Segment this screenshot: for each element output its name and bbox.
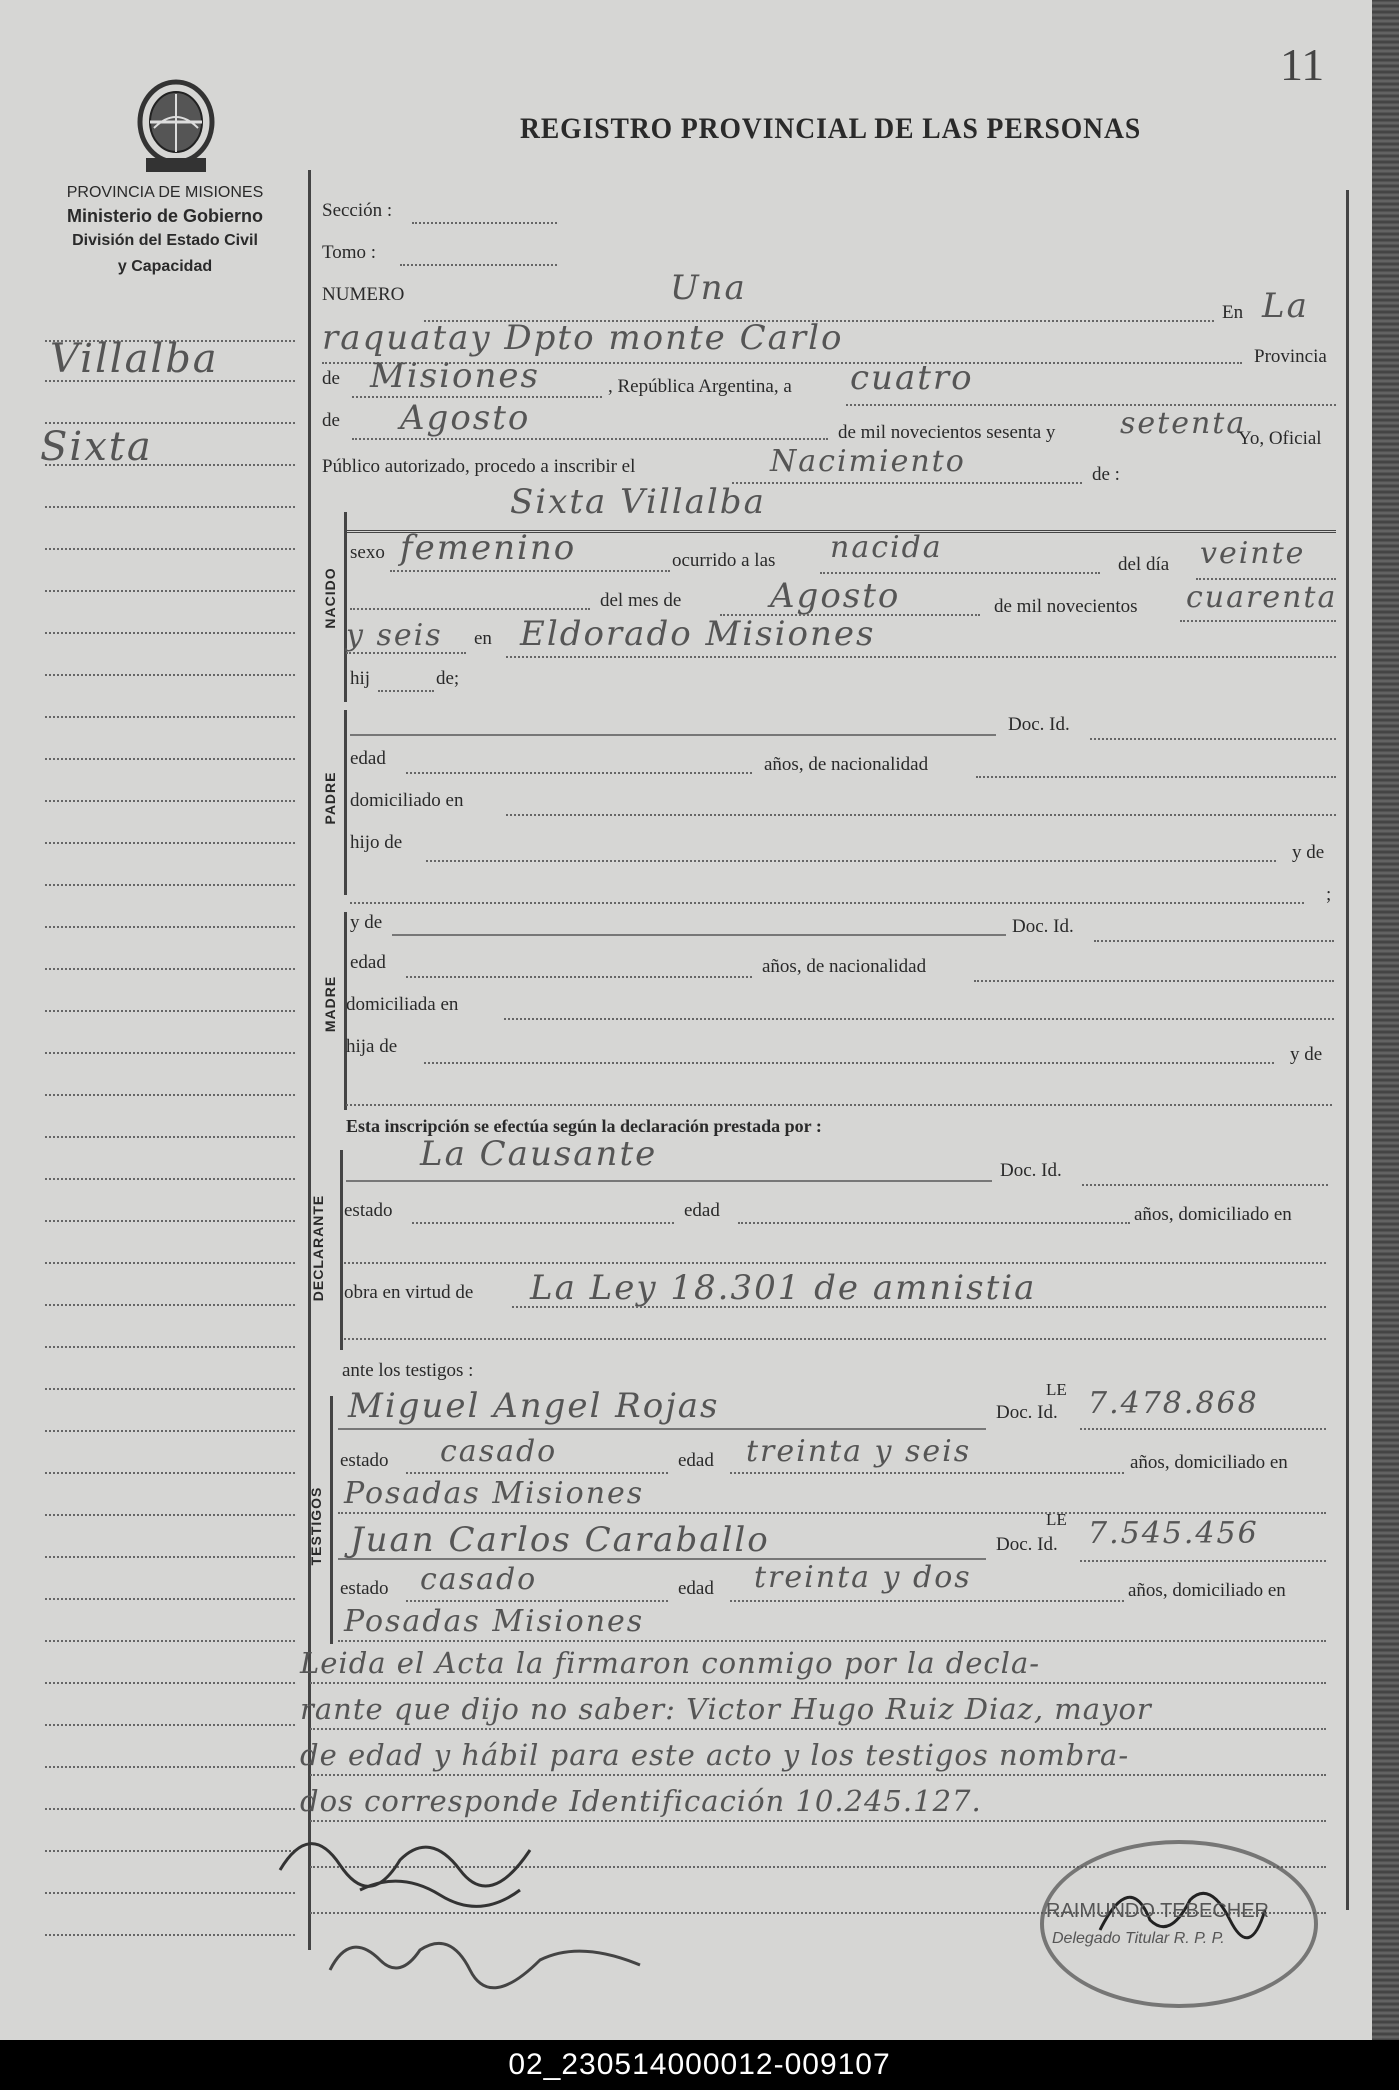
de-colon-label: de : bbox=[1092, 464, 1120, 485]
testigo1-doc-line bbox=[1080, 1428, 1326, 1430]
testigo2-doc-prefix: LE bbox=[1046, 1510, 1067, 1529]
testigo1-edad-label: edad bbox=[678, 1450, 714, 1471]
header-ministry: Ministerio de Gobierno bbox=[66, 206, 263, 226]
padre-extra-line bbox=[350, 902, 1304, 904]
obra-extra-line bbox=[344, 1338, 1326, 1340]
nacido-bracket bbox=[344, 512, 347, 702]
padre-edad-line bbox=[406, 772, 752, 774]
closing-rule-2 bbox=[310, 1728, 1326, 1730]
obra-value: La Ley 18.301 de amnistia bbox=[530, 1268, 1037, 1308]
blank-line bbox=[350, 608, 590, 610]
madre-extra-line bbox=[346, 1104, 1332, 1106]
declarante-name-line bbox=[346, 1180, 992, 1182]
testigo1-estado-label: estado bbox=[340, 1450, 389, 1471]
de-label: de bbox=[322, 368, 340, 389]
declarante-doc-label: Doc. Id. bbox=[1000, 1160, 1062, 1181]
testigo2-edad-label: edad bbox=[678, 1578, 714, 1599]
header-province: PROVINCIA DE MISIONES bbox=[66, 184, 264, 201]
testigo1-doc-label: Doc. Id. bbox=[996, 1402, 1058, 1423]
acto-value: Nacimiento bbox=[770, 444, 966, 479]
testigo2-estado: casado bbox=[420, 1562, 538, 1597]
testigo2-domic: Posadas Misiones bbox=[344, 1604, 645, 1639]
tomo-line bbox=[400, 264, 557, 266]
testigo2-domic-line bbox=[338, 1640, 1326, 1642]
scan-id-footer: 02_230514000012-009107 bbox=[0, 2040, 1399, 2090]
testigo1-estado: casado bbox=[440, 1434, 558, 1469]
padre-doc-line bbox=[1090, 738, 1336, 740]
signature-scribble-2 bbox=[320, 1920, 660, 2000]
hij-label: hij bbox=[350, 668, 371, 689]
closing-line-2: rante que dijo no saber: Victor Hugo Ruiz Diaz, mayor bbox=[300, 1692, 1152, 1726]
header-capacidad: y Capacidad bbox=[117, 258, 213, 275]
madre-nac-label: años, de nacionalidad bbox=[762, 956, 927, 977]
hora-line bbox=[820, 572, 1100, 574]
margin-surname: Villalba bbox=[50, 336, 219, 382]
locality-value: raquatay Dpto monte Carlo bbox=[322, 318, 844, 358]
del-dia-label: del día bbox=[1118, 554, 1170, 575]
testigo2-doc: 7.545.456 bbox=[1088, 1516, 1259, 1551]
obra-line bbox=[512, 1306, 1326, 1308]
declarante-estado-line bbox=[412, 1222, 674, 1224]
nacido-section-label: NACIDO bbox=[322, 567, 338, 629]
closing-rule-1 bbox=[310, 1682, 1326, 1684]
madre-domic-line bbox=[504, 1018, 1334, 1020]
margin-given-name: Sixta bbox=[40, 424, 153, 470]
mil-label: de mil novecientos bbox=[994, 596, 1138, 617]
signature-scribble-1 bbox=[270, 1810, 570, 1910]
testigo2-estado-label: estado bbox=[340, 1578, 389, 1599]
testigo1-estado-line bbox=[406, 1472, 668, 1474]
madre-y-de-label: y de bbox=[350, 912, 383, 933]
provincial-crest-icon bbox=[128, 76, 224, 176]
provincia-label: Provincia bbox=[1254, 346, 1327, 367]
padre-hijo-line bbox=[426, 860, 1276, 862]
madre-edad-label: edad bbox=[350, 952, 386, 973]
testigo1-edad: treinta y seis bbox=[746, 1434, 972, 1469]
closing-line-4: dos corresponde Identificación 10.245.127. bbox=[300, 1784, 982, 1818]
madre-doc-label: Doc. Id. bbox=[1012, 916, 1074, 937]
nombre-value: Sixta Villalba bbox=[510, 482, 766, 522]
hij-de-label: de; bbox=[436, 668, 460, 689]
publico-label: Público autorizado, procedo a inscribir el bbox=[322, 456, 636, 477]
testigo2-nombre: Juan Carlos Caraballo bbox=[350, 1520, 770, 1560]
month-value: Agosto bbox=[400, 398, 531, 438]
testigo1-domic: Posadas Misiones bbox=[344, 1476, 645, 1511]
padre-name-line bbox=[350, 734, 996, 736]
declarante-estado-label: estado bbox=[344, 1200, 393, 1221]
anio-value: cuarenta bbox=[1186, 580, 1338, 615]
padre-y-de-label: y de bbox=[1292, 842, 1325, 863]
padre-nac-line bbox=[976, 776, 1336, 778]
testigo1-domic-line bbox=[338, 1512, 1326, 1514]
testigo1-edad-line bbox=[730, 1472, 1124, 1474]
closing-rule-3 bbox=[310, 1774, 1326, 1776]
del-mes-label: del mes de bbox=[600, 590, 682, 611]
sexo-value: femenino bbox=[400, 528, 577, 568]
header-division: División del Estado Civil bbox=[72, 232, 258, 249]
stamp-name: RAIMUNDO TEBECHER bbox=[1046, 1900, 1269, 1922]
declarante-nombre-value: La Causante bbox=[420, 1134, 658, 1174]
testigo2-doc-label: Doc. Id. bbox=[996, 1534, 1058, 1555]
de-label-2: de bbox=[322, 410, 340, 431]
year-label: de mil novecientos sesenta y bbox=[838, 422, 1056, 443]
right-border bbox=[1346, 190, 1349, 1910]
testigo1-domic-label: años, domiciliado en bbox=[1130, 1452, 1288, 1473]
obra-label: obra en virtud de bbox=[344, 1282, 474, 1303]
numero-value: Una bbox=[670, 268, 747, 308]
testigo1-nombre: Miguel Angel Rojas bbox=[348, 1386, 720, 1426]
sexo-label: sexo bbox=[350, 542, 385, 563]
day-value: cuatro bbox=[850, 358, 974, 398]
anio2-line bbox=[346, 652, 466, 654]
padre-hijo-label: hijo de bbox=[350, 832, 403, 853]
madre-hija-line bbox=[424, 1062, 1274, 1064]
declarante-edad-label: edad bbox=[684, 1200, 720, 1221]
padre-domic-line bbox=[506, 814, 1336, 816]
madre-section-label: MADRE bbox=[322, 975, 338, 1033]
year-value: setenta bbox=[1120, 406, 1247, 441]
book-binding bbox=[1372, 0, 1399, 2040]
padre-semicolon: ; bbox=[1326, 884, 1332, 905]
declarante-edad-line bbox=[738, 1222, 1130, 1224]
republica-label: , República Argentina, a bbox=[608, 376, 792, 397]
dia-value: veinte bbox=[1200, 536, 1306, 571]
official-stamp bbox=[1040, 1840, 1318, 2008]
ocurrido-label: ocurrido a las bbox=[672, 550, 776, 571]
en-nacido-label: en bbox=[474, 628, 492, 649]
yo-oficial-label: Yo, Oficial bbox=[1238, 428, 1322, 449]
padre-doc-label: Doc. Id. bbox=[1008, 714, 1070, 735]
testigo2-doc-line bbox=[1080, 1560, 1326, 1562]
madre-hija-label: hija de bbox=[346, 1036, 398, 1057]
mes-value: Agosto bbox=[770, 576, 901, 616]
sexo-line bbox=[390, 570, 670, 572]
hij-line bbox=[378, 690, 434, 692]
testigos-bracket bbox=[330, 1396, 333, 1644]
lugar-line bbox=[506, 656, 1336, 658]
closing-line-3: de edad y hábil para este acto y los testigos nombra- bbox=[300, 1738, 1130, 1772]
anio-line bbox=[1180, 620, 1336, 622]
seccion-label: Sección : bbox=[322, 200, 393, 221]
madre-name-line bbox=[392, 934, 1006, 936]
madre-nac-line bbox=[974, 980, 1334, 982]
testigo1-doc: 7.478.868 bbox=[1088, 1386, 1259, 1421]
en-value: La bbox=[1262, 286, 1309, 326]
padre-edad-label: edad bbox=[350, 748, 386, 769]
declarante-domic-label: años, domiciliado en bbox=[1134, 1204, 1292, 1225]
testigos-intro: ante los testigos : bbox=[342, 1360, 474, 1381]
testigos-section-label: TESTIGOS bbox=[308, 1486, 324, 1566]
stamp-title: Delegado Titular R. P. P. bbox=[1052, 1930, 1225, 1947]
anio-value-2: y seis bbox=[346, 618, 443, 653]
padre-nac-label: años, de nacionalidad bbox=[764, 754, 929, 775]
declarante-domic-line bbox=[344, 1262, 1326, 1264]
declarante-doc-line bbox=[1082, 1184, 1328, 1186]
provincia-value: Misiones bbox=[370, 356, 540, 396]
testigo1-doc-prefix: LE bbox=[1046, 1380, 1067, 1399]
en-label: En bbox=[1222, 302, 1244, 323]
madre-y-de2-label: y de bbox=[1290, 1044, 1323, 1065]
page-number: 11 bbox=[1280, 39, 1325, 90]
hora-value: nacida bbox=[830, 530, 943, 565]
seccion-line bbox=[412, 222, 557, 224]
declarante-intro: Esta inscripción se efectúa según la declaración prestada por : bbox=[346, 1116, 822, 1136]
madre-doc-line bbox=[1094, 940, 1334, 942]
testigo2-domic-label: años, domiciliado en bbox=[1128, 1580, 1286, 1601]
testigo1-name-line bbox=[338, 1428, 986, 1430]
tomo-label: Tomo : bbox=[322, 242, 377, 263]
day-line bbox=[846, 404, 1336, 406]
registry-title: REGISTRO PROVINCIAL DE LAS PERSONAS bbox=[520, 112, 1142, 145]
closing-line-1: Leida el Acta la firmaron conmigo por la decla- bbox=[300, 1646, 1041, 1680]
testigo2-edad: treinta y dos bbox=[754, 1560, 972, 1595]
testigo2-edad-line bbox=[730, 1600, 1124, 1602]
padre-domic-label: domiciliado en bbox=[350, 790, 464, 811]
padre-bracket bbox=[344, 710, 347, 895]
lugar-value: Eldorado Misiones bbox=[520, 614, 876, 654]
numero-label: NUMERO bbox=[322, 284, 405, 305]
madre-domic-label: domiciliada en bbox=[346, 994, 459, 1015]
declarante-bracket bbox=[340, 1150, 343, 1350]
declarante-section-label: DECLARANTE bbox=[310, 1194, 326, 1302]
padre-section-label: PADRE bbox=[322, 771, 338, 825]
testigo2-estado-line bbox=[406, 1600, 668, 1602]
madre-edad-line bbox=[406, 976, 752, 978]
month-line bbox=[352, 438, 828, 440]
acto-line bbox=[732, 482, 1082, 484]
